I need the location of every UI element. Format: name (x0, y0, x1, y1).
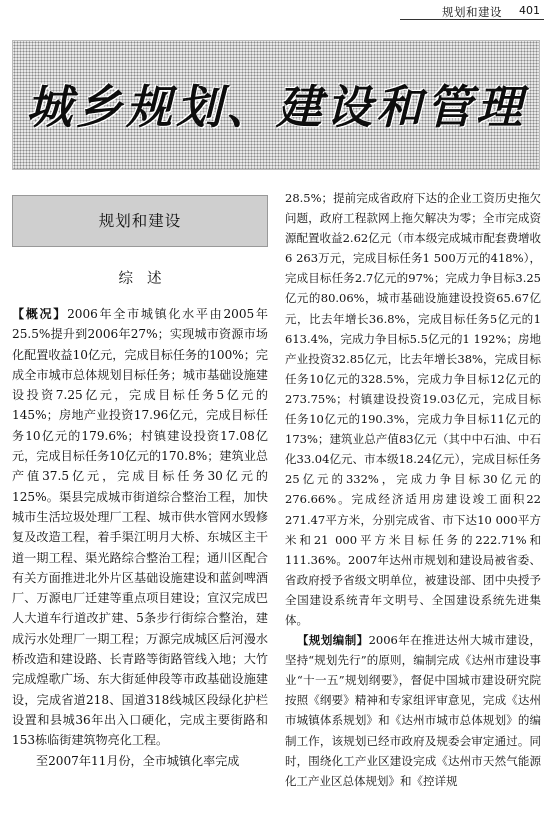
planning-lead: 【规划编制】 (297, 633, 369, 648)
stats-text: 28.5%；提前完成省政府下达的企业工资历史拖欠问题，政府工程款网上拖欠解决为零；全市完成资源配置收益2.62亿元（市本级完成城市配套费增收6 263万元，完成目标任务1 500万元的418%），完成目标任务2.7亿元的97%；完成力争目标3.25亿元的80.06%，城市基础设施建设投资65.67亿元，比去年增长36.8%，完成目标任务5亿元的1 613.4%，完成力争目标5.5亿元的1 192%；房地产业投资32.85亿元，比去年增长38%，完成目标任务10亿元的328.5%，完成力争目标12亿元的273.75%；村镇建设投资19.03亿元，完成目标任务10亿元的190.3%，完成力争目标11亿元的173%；建筑业总产值83亿元（其中中石油、中石化33.04亿元、市本级18.24亿元），完成目标任务25亿元的332%，完成力争目标30亿元的276.66%。完成经济适用房建设竣工面积22 271.47平方米，分别完成省、市下达10 000平方米和21 000平方米目标任务的222.71%和111.36%。2007年达州市规划和建设局被省委、省政府授予省级文明单位，被建设部、团中央授予全国建设系统青年文明号、全国建设系统先进集体。 (285, 191, 541, 627)
right-column (285, 188, 541, 791)
left-column (12, 195, 268, 771)
section-title-box (12, 195, 268, 247)
stats-paragraph (285, 188, 541, 630)
overview-paragraph (12, 304, 268, 751)
running-header (0, 0, 550, 22)
page-number: 401 (519, 4, 540, 17)
header-section-name: 规划和建设 (442, 5, 502, 19)
continuation-text: 至2007年11月份，全市城镇化率完成 (36, 753, 240, 768)
overview-text: 2006年全市城镇化水平由2005年25.5%提升到2006年27%；实现城市资源市场化配置收益10亿元，完成目标任务的100%；完成全市城市总体规划目标任务；城市基础设施建设投资7.25亿元，完成目标任务5亿元的145%；房地产业投资17.96亿元，完成目标任务10亿元的179.6%；村镇建设投资17.08亿元，完成目标任务10亿元的170.8%；建筑业总产值37.5亿元，完成目标任务30亿元的125%。渠县完成城市街道综合整治工程，加快城市生活垃圾处理厂工程、城市供水管网水毁修复及改造工程，着手渠江明月大桥、东城区主干道一期工程、渠光路综合整治工程；通川区配合有关方面推进北外片区基础设施建设和蓝剑啤酒厂、万源电厂迁建等重点项目建设；宣汉完成巴人大道车行道改扩建、5条步行街综合整治，建成污水处理厂一期工程；万源完成城区后河漫水桥改造和建设路、长青路等街路管线入地；大竹完成煌歌广场、东大街延伸段等市政基础设施建设，完成省道218、国道318线城区段绿化护栏设置和县城36年出入口硬化，完成主要街路和153栋临街建筑物亮化工程。 (12, 307, 268, 748)
overview-lead: 【概况】 (12, 307, 68, 321)
chapter-title: 城乡规划、建设和管理 (26, 80, 526, 134)
continuation-paragraph (12, 751, 268, 771)
subheading: 综述 (118, 271, 176, 287)
section-title: 规划和建设 (98, 212, 182, 230)
planning-paragraph (285, 630, 541, 791)
chapter-banner (12, 40, 540, 170)
planning-text: 2006年在推进达州大城市建设，坚持“规划先行”的原则，编制完成《达州市建设事业“十一五”规划纲要》，督促中国城市建设研究院按照《纲要》精神和专家组评审意见，完成《达州市城镇体系规划》和《达州市城市总体规划》的编制工作，该规划已经市政府及规委会审定通过。同时，围绕化工产业区建设完成《达州市天然气能源化工产业区总体规划》和《控详规 (285, 633, 541, 788)
header-rule (400, 19, 544, 20)
